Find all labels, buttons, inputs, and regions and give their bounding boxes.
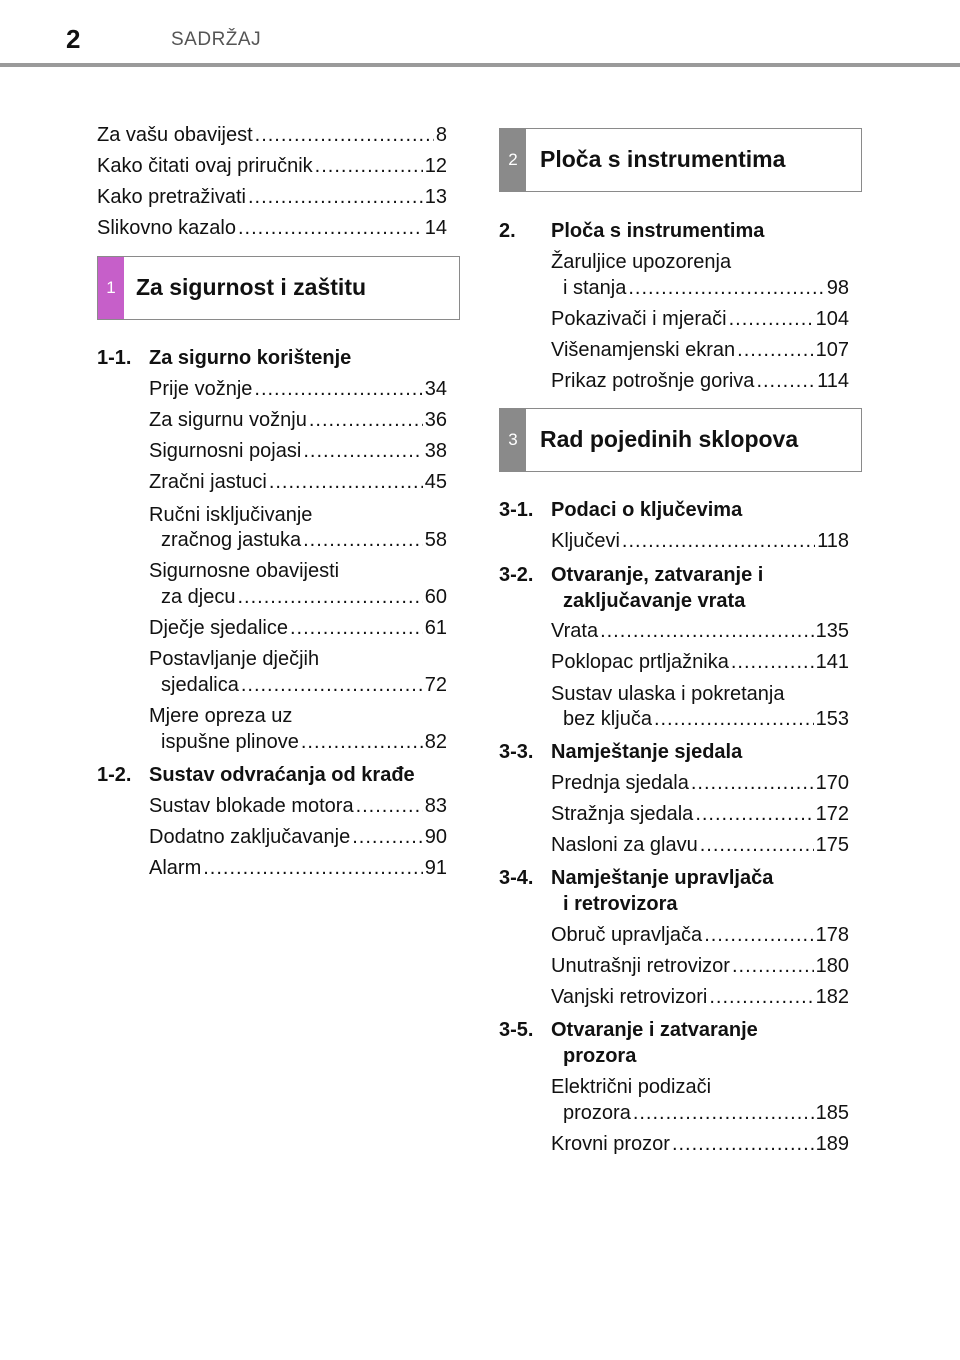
toc-entry-text: Prikaz potrošnje goriva <box>551 370 755 392</box>
dot-leader <box>672 1131 814 1157</box>
dot-leader <box>633 1100 814 1126</box>
toc-entry[interactable] <box>563 275 849 301</box>
toc-page-number: 114 <box>817 370 849 392</box>
toc-page-number: 178 <box>815 924 849 946</box>
toc-entry-text: i stanja <box>563 277 627 299</box>
toc-page-number: 170 <box>815 772 849 794</box>
dot-leader <box>732 953 814 979</box>
toc-entry-text: Ključevi <box>551 530 620 552</box>
toc-entry-text: Slikovno kazalo <box>97 217 236 239</box>
dot-leader <box>704 922 813 948</box>
toc-entry-text: Sustav blokade motora <box>149 795 354 817</box>
toc-entry-text: Prednja sjedala <box>551 772 689 794</box>
dot-leader <box>203 855 423 881</box>
section-label: Otvaranje i zatvaranje <box>551 1019 758 1041</box>
chapter-2-title: Ploča s instrumentima <box>540 146 786 172</box>
toc-page-number: 58 <box>424 529 447 551</box>
section-label: Namještanje sjedala <box>551 741 743 763</box>
toc-page-number: 34 <box>424 378 447 400</box>
toc-entry-text: Sigurnosni pojasi <box>149 440 302 462</box>
toc-entry[interactable] <box>97 153 447 179</box>
toc-page-number: 172 <box>815 803 849 825</box>
toc-entry[interactable] <box>551 984 849 1010</box>
toc-page-number: 135 <box>815 620 849 642</box>
toc-entry[interactable] <box>551 953 849 979</box>
toc-entry-text: za djecu <box>161 586 236 608</box>
toc-entry[interactable] <box>97 184 447 210</box>
toc-page-number: 36 <box>424 409 447 431</box>
toc-entry[interactable] <box>551 922 849 948</box>
section-label-continued: prozora <box>563 1045 637 1067</box>
toc-entry-text: prozora <box>563 1102 631 1124</box>
toc-entry-text: Kako pretraživati <box>97 186 246 208</box>
toc-page-number: 180 <box>815 955 849 977</box>
toc-entry-text: Unutrašnji retrovizor <box>551 955 730 977</box>
toc-entry-text: Za vašu obavijest <box>97 124 253 146</box>
dot-leader <box>737 337 813 363</box>
toc-entry[interactable] <box>551 337 849 363</box>
toc-entry-text: Obruč upravljača <box>551 924 703 946</box>
chapter-3-tab: 3 <box>500 409 526 471</box>
toc-entry[interactable] <box>551 528 849 554</box>
toc-page-number: 38 <box>424 440 447 462</box>
toc-entry-text: ispušne plinove <box>161 731 299 753</box>
toc-entry-text[interactable]: Sustav ulaska i pokretanja <box>551 683 785 705</box>
toc-page-number: 60 <box>424 586 447 608</box>
section-number: 3-1. <box>499 499 534 521</box>
toc-page-number: 104 <box>815 308 849 330</box>
toc-entry[interactable] <box>97 122 447 148</box>
section-label: Podaci o ključevima <box>551 499 743 521</box>
chapter-2-tab: 2 <box>500 129 526 191</box>
toc-entry[interactable] <box>149 469 447 495</box>
section-label: Sustav odvraćanja od krađe <box>149 764 415 786</box>
toc-entry[interactable] <box>149 376 447 402</box>
dot-leader <box>290 615 423 641</box>
dot-leader <box>303 527 423 553</box>
dot-leader <box>248 184 423 210</box>
toc-entry[interactable] <box>551 368 849 394</box>
dot-leader <box>700 832 814 858</box>
chapter-3-title: Rad pojedinih sklopova <box>540 426 799 452</box>
section-title: SADRŽAJ <box>171 29 262 50</box>
toc-entry[interactable] <box>551 832 849 858</box>
toc-entry-text: Kako čitati ovaj priručnik <box>97 155 313 177</box>
toc-page-number: 45 <box>424 471 447 493</box>
toc-entry-text: Prije vožnje <box>149 378 253 400</box>
toc-entry-text[interactable]: Električni podizači <box>551 1076 712 1098</box>
dot-leader <box>309 407 423 433</box>
toc-entry[interactable] <box>551 649 849 675</box>
dot-leader <box>654 706 814 732</box>
dot-leader <box>254 376 422 402</box>
dot-leader <box>356 793 423 819</box>
section-3-2-heading[interactable] <box>499 562 849 614</box>
section-number: 3-3. <box>499 741 534 763</box>
toc-page-number: 189 <box>815 1133 849 1155</box>
chapter-1-tab: 1 <box>98 257 124 319</box>
section-number: 3-5. <box>499 1019 534 1041</box>
section-number: 3-4. <box>499 867 534 889</box>
toc-entry-text[interactable]: Sigurnosne obavijesti <box>149 560 340 582</box>
toc-page-number: 90 <box>424 826 447 848</box>
toc-page-number: 13 <box>424 186 447 208</box>
dot-leader <box>729 306 814 332</box>
toc-page-number: 185 <box>815 1102 849 1124</box>
toc-entry[interactable] <box>149 407 447 433</box>
dot-leader <box>301 729 423 755</box>
toc-entry-text: Višenamjenski ekran <box>551 339 736 361</box>
toc-entry[interactable] <box>149 793 447 819</box>
toc-entry[interactable] <box>161 584 447 610</box>
dot-leader <box>600 618 814 644</box>
toc-entry-text: Alarm <box>149 857 202 879</box>
toc-page-number: 83 <box>424 795 447 817</box>
toc-entry-text: Pokazivači i mjerači <box>551 308 727 330</box>
toc-entry[interactable] <box>149 438 447 464</box>
section-3-4-heading[interactable] <box>499 865 849 917</box>
section-label: Otvaranje, zatvaranje i <box>551 564 764 586</box>
toc-entry[interactable] <box>149 824 447 850</box>
toc-entry-text: Zračni jastuci <box>149 471 267 493</box>
dot-leader <box>269 469 423 495</box>
page-header <box>0 0 960 66</box>
section-number: 2. <box>499 220 516 242</box>
chapter-1-heading[interactable] <box>97 256 460 320</box>
toc-page-number: 118 <box>817 530 849 552</box>
toc-entry[interactable] <box>551 770 849 796</box>
dot-leader <box>238 584 423 610</box>
toc-page-number: 8 <box>435 124 447 146</box>
toc-entry-text: Dječje sjedalice <box>149 617 288 639</box>
page-number: 2 <box>66 24 81 54</box>
toc-page-number: 175 <box>815 834 849 856</box>
toc-entry-text[interactable]: Žaruljice upozorenja <box>551 251 732 273</box>
dot-leader <box>622 528 815 554</box>
dot-leader <box>731 649 814 675</box>
dot-leader <box>691 770 814 796</box>
section-number: 3-2. <box>499 564 534 586</box>
toc-page-number: 91 <box>424 857 447 879</box>
toc-page-number: 14 <box>424 217 447 239</box>
toc-entry[interactable] <box>161 729 447 755</box>
toc-page-number: 182 <box>815 986 849 1008</box>
dot-leader <box>303 438 422 464</box>
toc-entry-text: Krovni prozor <box>551 1133 670 1155</box>
section-label: Za sigurno korištenje <box>149 347 352 369</box>
toc-entry[interactable] <box>149 615 447 641</box>
section-3-5-heading[interactable] <box>499 1017 849 1069</box>
dot-leader <box>695 801 813 827</box>
toc-entry[interactable] <box>551 1131 849 1157</box>
section-label-continued: zaključavanje vrata <box>563 590 746 612</box>
toc-page-number: 12 <box>424 155 447 177</box>
toc-entry[interactable] <box>551 306 849 332</box>
section-label: Namještanje upravljača <box>551 867 774 889</box>
toc-entry[interactable] <box>149 855 447 881</box>
chapter-1-title: Za sigurnost i zaštitu <box>136 274 367 300</box>
header-rule <box>0 63 960 67</box>
toc-entry-text: Poklopac prtljažnika <box>551 651 729 673</box>
chapter-3-heading[interactable] <box>499 408 862 472</box>
toc-entry-text[interactable]: Ručni isključivanje <box>149 504 313 526</box>
toc-entry[interactable] <box>97 215 447 241</box>
dot-leader <box>352 824 423 850</box>
toc-entry-text: bez ključa <box>563 708 652 730</box>
toc-page-number: 82 <box>424 731 447 753</box>
toc-page-number: 98 <box>826 277 849 299</box>
toc-entry-text: Stražnja sjedala <box>551 803 694 825</box>
toc-entry-text: Dodatno zaključavanje <box>149 826 351 848</box>
toc-entry[interactable] <box>551 801 849 827</box>
toc-entry-text: sjedalica <box>161 674 239 696</box>
toc-page-number: 153 <box>815 708 849 730</box>
toc-page-number: 72 <box>424 674 447 696</box>
toc-entry-text: Za sigurnu vožnju <box>149 409 307 431</box>
dot-leader <box>255 122 434 148</box>
dot-leader <box>709 984 813 1010</box>
toc-entry-text: Vanjski retrovizori <box>551 986 708 1008</box>
dot-leader <box>315 153 423 179</box>
dot-leader <box>628 275 824 301</box>
section-label: Ploča s instrumentima <box>551 220 765 242</box>
section-label-continued: i retrovizora <box>563 893 678 915</box>
dot-leader <box>756 368 815 394</box>
toc-entry-text: Vrata <box>551 620 599 642</box>
toc-entry-text[interactable]: Postavljanje dječjih <box>149 648 320 670</box>
toc-entry-text: Nasloni za glavu <box>551 834 698 856</box>
toc-entry[interactable] <box>563 706 849 732</box>
toc-entry-text: zračnog jastuka <box>161 529 302 551</box>
toc-page-number: 61 <box>424 617 447 639</box>
toc-entry[interactable] <box>551 618 849 644</box>
dot-leader <box>241 672 423 698</box>
toc-entry-text[interactable]: Mjere opreza uz <box>149 705 293 727</box>
section-number: 1-1. <box>97 347 132 369</box>
toc-page-number: 141 <box>815 651 849 673</box>
toc-page-number: 107 <box>815 339 849 361</box>
toc-entry[interactable] <box>161 527 447 553</box>
toc-entry[interactable] <box>161 672 447 698</box>
dot-leader <box>238 215 423 241</box>
section-number: 1-2. <box>97 764 132 786</box>
toc-entry[interactable] <box>563 1100 849 1126</box>
chapter-2-heading[interactable] <box>499 128 862 192</box>
